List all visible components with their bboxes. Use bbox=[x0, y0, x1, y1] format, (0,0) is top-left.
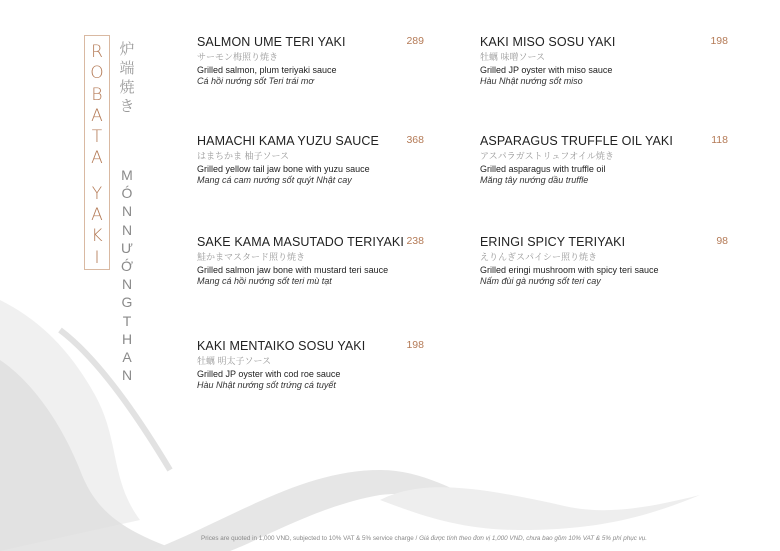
title-letter: N bbox=[121, 221, 133, 238]
title-letter: R bbox=[91, 42, 103, 62]
title-letter: 端 bbox=[119, 60, 135, 77]
footnote-vietnamese: Giá được tính theo đơn vị 1,000 VND, chưa bao gồm 10% VAT & 5% phí phục vụ. bbox=[419, 535, 648, 542]
item-vietnamese-description: Hàu Nhật nướng sốt trứng cá tuyết bbox=[197, 380, 336, 390]
item-name: KAKI MISO SOSU YAKI bbox=[480, 35, 616, 49]
title-letter: A bbox=[91, 205, 103, 226]
item-english-description: Grilled yellow tail jaw bone with yuzu sauce bbox=[197, 164, 370, 174]
item-japanese-name: 鮭かまマスタード照り焼き bbox=[197, 252, 306, 262]
menu-item bbox=[480, 35, 728, 86]
item-english-description: Grilled eringi mushroom with spicy teri sauce bbox=[480, 265, 659, 275]
title-letter: T bbox=[91, 127, 103, 148]
title-letter: 炉 bbox=[119, 41, 135, 58]
item-name: SAKE KAMA MASUTADO TERIYAKI bbox=[197, 235, 404, 249]
title-letter: Y bbox=[91, 183, 103, 204]
item-name: SALMON UME TERI YAKI bbox=[197, 35, 346, 49]
title-letter: I bbox=[94, 247, 100, 268]
section-title-japanese bbox=[118, 40, 136, 116]
item-name: HAMACHI KAMA YUZU SAUCE bbox=[197, 134, 379, 148]
item-english-description: Grilled JP oyster with miso sauce bbox=[480, 65, 613, 75]
item-vietnamese-description: Nấm đùi gà nướng sốt teri cay bbox=[480, 276, 601, 286]
item-vietnamese-description: Cá hồi nướng sốt Teri trái mơ bbox=[197, 76, 314, 86]
item-name: KAKI MENTAIKO SOSU YAKI bbox=[197, 339, 366, 353]
item-price: 198 bbox=[710, 35, 728, 47]
item-vietnamese-description: Mang cá hồi nướng sốt teri mù tạt bbox=[197, 276, 332, 286]
footnote-english: Prices are quoted in 1,000 VND, subjected to 10% VAT & 5% service charge / bbox=[201, 535, 420, 542]
title-letter: G bbox=[121, 294, 133, 311]
title-letter: N bbox=[121, 367, 133, 384]
menu-item bbox=[197, 134, 424, 185]
title-letter: Ớ bbox=[120, 257, 133, 274]
title-letter: A bbox=[122, 348, 132, 365]
item-japanese-name: アスパラガストリュフオイル焼き bbox=[480, 151, 614, 161]
title-letter: M bbox=[121, 167, 133, 183]
item-price: 198 bbox=[406, 339, 424, 351]
item-english-description: Grilled salmon, plum teriyaki sauce bbox=[197, 65, 337, 75]
title-letter: き bbox=[119, 98, 135, 115]
title-letter: N bbox=[121, 203, 133, 220]
item-name: ERINGI SPICY TERIYAKI bbox=[480, 235, 626, 249]
title-letter: T bbox=[122, 312, 132, 329]
item-english-description: Grilled salmon jaw bone with mustard teri sauce bbox=[197, 265, 389, 275]
item-vietnamese-description: Hàu Nhật nướng sốt miso bbox=[480, 76, 583, 86]
title-letter: K bbox=[91, 226, 103, 247]
item-vietnamese-description: Măng tây nướng dầu truffle bbox=[480, 175, 589, 185]
title-letter: A bbox=[91, 105, 103, 126]
section-title-vietnamese bbox=[119, 166, 135, 384]
title-letter: 焼 bbox=[119, 79, 135, 96]
item-price: 118 bbox=[711, 134, 728, 146]
item-vietnamese-description: Mang cá cam nướng sốt quýt Nhật cay bbox=[197, 175, 352, 185]
menu-item bbox=[480, 134, 728, 185]
title-letter: Ư bbox=[121, 239, 133, 256]
menu-item bbox=[480, 235, 728, 286]
section-title-robata-yaki bbox=[84, 35, 110, 270]
price-footnote bbox=[201, 535, 647, 542]
menu-item bbox=[197, 35, 424, 86]
title-letter: N bbox=[121, 276, 133, 293]
menu-item bbox=[197, 339, 424, 390]
item-japanese-name: はまちかま 柚子ソース bbox=[197, 151, 290, 161]
item-price: 289 bbox=[406, 35, 424, 47]
item-japanese-name: 牡蠣 味噌ソース bbox=[480, 52, 546, 62]
item-english-description: Grilled JP oyster with cod roe sauce bbox=[197, 369, 341, 379]
item-price: 98 bbox=[716, 235, 728, 247]
item-name: ASPARAGUS TRUFFLE OIL YAKI bbox=[480, 134, 673, 148]
title-letter: O bbox=[90, 63, 104, 84]
item-japanese-name: 牡蠣 明太子ソース bbox=[197, 356, 272, 366]
menu-item bbox=[197, 235, 424, 286]
item-english-description: Grilled asparagus with truffle oil bbox=[480, 164, 606, 174]
item-price: 238 bbox=[406, 235, 424, 247]
title-letter: H bbox=[121, 330, 133, 347]
title-letter: B bbox=[91, 84, 103, 105]
title-letter: Ó bbox=[121, 185, 133, 202]
item-japanese-name: えりんぎスパイシー照り焼き bbox=[480, 252, 598, 262]
title-letter: A bbox=[91, 148, 103, 169]
item-japanese-name: サーモン梅照り焼き bbox=[197, 52, 279, 62]
item-price: 368 bbox=[406, 134, 424, 146]
